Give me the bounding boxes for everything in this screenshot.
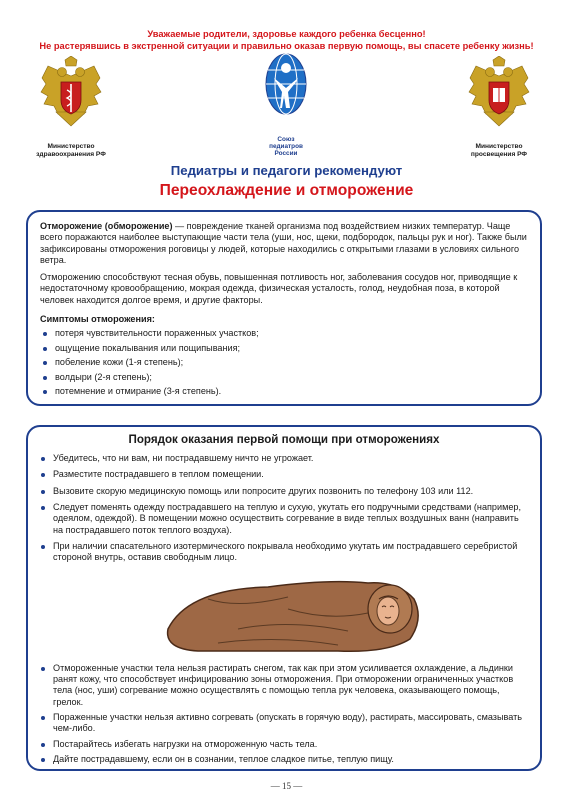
first-aid-warnings-list [38, 663, 530, 766]
list-item: Постарайтесь избегать нагрузки на отмороженную часть тела. [38, 739, 530, 750]
info-box [26, 210, 542, 406]
definition-paragraph [40, 221, 528, 266]
org-label-line: просвещения РФ [470, 150, 528, 158]
coat-of-arms-emblem-right [466, 56, 532, 140]
org-label-ministry-education [456, 143, 542, 158]
definition-text: — повреждение тканей организма под воздействием низких температур. Чаще всего поражаются наиболее выступающие части тела (уши, нос, щеки, подбородок, пальцы рук и ног). Также были зафиксированы отморожения роговицы у людей, которые находились с открытыми глазами в условиях сильного ветра. [40, 221, 527, 265]
first-aid-steps-list [38, 453, 530, 564]
header-line-2: Не растерявшись в экстренной ситуации и правильно оказав первую помощь, вы спасете ребенку жизнь! [39, 41, 534, 51]
list-item: Убедитесь, что ни вам, ни пострадавшему ничто не угрожает. [38, 453, 530, 464]
org-label-line: России [274, 150, 298, 158]
org-label-line: здравоохранения РФ [36, 150, 106, 158]
list-item: волдыри (2-я степень); [40, 372, 528, 383]
list-item: Пораженные участки нельзя активно согревать (опускать в горячую воду), растирать, массировать, смазывать чем-либо. [38, 712, 530, 735]
list-item: Разместите пострадавшего в теплом помещении. [38, 469, 530, 480]
list-item: побеление кожи (1-я степень); [40, 357, 528, 368]
page-number: — 15 — [270, 781, 303, 791]
list-item: ощущение покалывания или пощипывания; [40, 343, 528, 354]
symptoms-list [40, 328, 528, 397]
header-line-1: Уважаемые родители, здоровье каждого ребенка бесценно! [147, 29, 426, 39]
blanket-illustration [38, 569, 532, 657]
list-item: Вызовите скорую медицинскую помощь или попросите других позвонить по телефону 103 или 112. [38, 486, 530, 497]
page-subtitle: Педиатры и педагоги рекомендуют [170, 163, 403, 178]
org-label-ministry-health [28, 143, 114, 158]
page-title: Переохлаждение и отморожение [159, 182, 414, 199]
list-item: Следует поменять одежду пострадавшего на теплую и сухую, укутать его подручными средствами (например, одеялом, одеждой). В помещении можно осуществить согревание в виде теплых воздушных ванн (направить на пострадавшего поток теплого воздуха). [38, 502, 530, 536]
first-aid-title: Порядок оказания первой помощи при отморожениях [128, 433, 440, 446]
union-of-pediatricians-emblem [254, 50, 318, 134]
org-label-union-pediatricians [256, 136, 316, 158]
symptoms-heading: Симптомы отморожения: [40, 314, 155, 325]
org-label-line: Министерство [47, 143, 95, 150]
list-item: При наличии спасательного изотермического покрывала необходимо укутать им пострадавшего серебристой стороной внутрь, оставив свободным лицо. [38, 541, 530, 564]
org-label-line: Министерство [475, 143, 523, 150]
org-label-line: Союз [277, 136, 295, 143]
first-aid-box [26, 425, 542, 771]
list-item: Отмороженные участки тела нельзя растирать снегом, так как при этом усиливается охлаждение, а льдинки ранят кожу, что способствует инфицированию зоны отморожения. При отморожении ограниченных участков тела (нос, уши) согревание можно осуществлять с помощью тепла рук человека, оказывающего помощь, грелок. [38, 663, 530, 708]
term-label: Отморожение (обморожение) [40, 221, 173, 231]
causes-paragraph: Отморожению способствуют тесная обувь, повышенная потливость ног, заболевания сосудов ног, приводящие к недостаточному кровообращению, мокрая одежда, физическая усталость, голод, неудобная поза, в которой человек находится долгое время, и другие факторы. [40, 272, 518, 305]
coat-of-arms-emblem-left [38, 56, 104, 140]
list-item: потеря чувствительности пораженных участков; [40, 328, 528, 339]
org-label-line: педиатров [269, 143, 303, 151]
list-item: Дайте пострадавшему, если он в сознании, теплое сладкое питье, теплую пищу. [38, 754, 530, 765]
list-item: потемнение и отмирание (3-я степень). [40, 386, 528, 397]
